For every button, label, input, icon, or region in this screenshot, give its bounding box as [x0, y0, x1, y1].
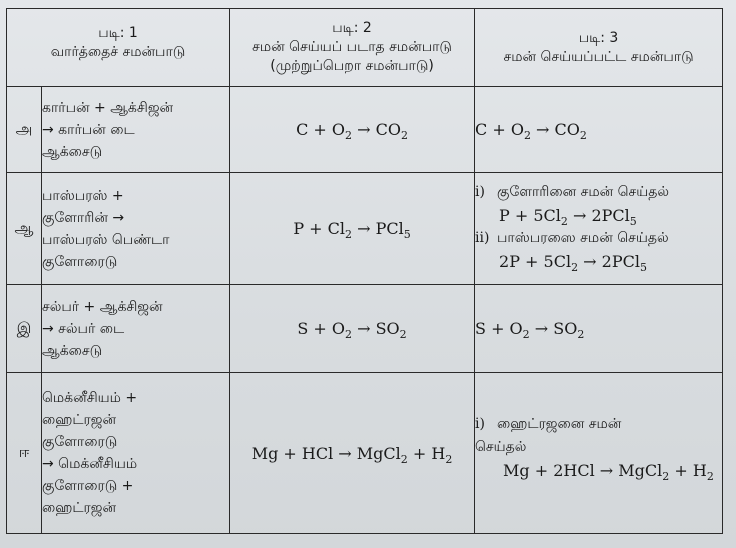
header-step3: [475, 9, 723, 87]
row-letter: ஆ: [7, 173, 42, 285]
unbalanced-equation: $S + O_2 \to SO_2$: [230, 285, 475, 373]
unbalanced-equation: $C + O_2 \to CO_2$: [230, 87, 475, 173]
balanced-equation: [475, 373, 723, 534]
balance-step-2: ii) பாஸ்பரஸை சமன் செய்தல்: [475, 230, 669, 246]
word-line: ஆக்சைடு: [42, 143, 103, 160]
word-line: → கார்பன் டை: [42, 121, 135, 138]
word-line: மெக்னீசியம் +: [42, 390, 138, 406]
row-letter: இ: [7, 285, 42, 373]
word-line: கார்பன் + ஆக்சிஜன்: [42, 99, 174, 116]
word-equation: [42, 285, 230, 373]
table-row: [7, 173, 723, 285]
balance-step-1-equation: $P + 5Cl_2 \to 2PCl_5$: [499, 206, 637, 228]
balance-step-1-equation: Mg + 2HCl → MgCl$_2$ + $H_2$: [503, 461, 714, 483]
word-line: ஆக்சைடு: [42, 342, 103, 359]
header-step3-title: சமன் செய்யப்பட்ட சமன்பாடு: [503, 48, 694, 65]
header-step1-title: வார்த்தைச் சமன்பாடு: [50, 43, 186, 60]
word-line: → மெக்னீசியம்: [42, 456, 138, 472]
row-letter: அ: [7, 87, 42, 173]
header-step2-title: சமன் செய்யப் படாத சமன்பாடு: [252, 39, 452, 55]
header-step2-subtitle: (முற்றுப்பெறா சமன்பாடு): [270, 58, 434, 74]
balanced-equation: $S + O_2 \to SO_2$: [475, 285, 723, 373]
unbalanced-equation: Mg + HCl → MgCl$_2$ + $H_2$: [230, 373, 475, 534]
word-line: → சல்பர் டை: [42, 320, 125, 337]
word-line: சல்பர் + ஆக்சிஜன்: [42, 298, 163, 315]
word-line: பாஸ்பரஸ் பெண்டா: [42, 231, 170, 248]
table-row: [7, 285, 723, 373]
word-equation: [42, 173, 230, 285]
balance-step-2-equation: $2P + 5Cl_2 \to 2PCl_5$: [499, 252, 647, 274]
balance-step-1-cont: செய்தல்: [475, 439, 527, 455]
balanced-equation: $C + O_2 \to CO_2$: [475, 87, 723, 173]
word-line: ஹைட்ரஜன்: [42, 500, 117, 516]
word-line: குளோரைடு: [42, 434, 118, 450]
unbalanced-equation: $P + Cl_2 \to PCl_5$: [230, 173, 475, 285]
word-equation: [42, 87, 230, 173]
equation-table: [6, 8, 723, 534]
word-line: குளோரைடு: [42, 253, 118, 270]
balance-step-1: i) குளோரினை சமன் செய்தல்: [475, 184, 670, 200]
word-line: குளோரின் →: [42, 209, 125, 226]
header-step3-label: படி: 3: [578, 29, 619, 46]
row-letter: ஈ: [7, 373, 42, 534]
word-line: ஹைட்ரஜன்: [42, 412, 117, 428]
word-line: பாஸ்பரஸ் +: [42, 187, 124, 204]
word-equation: [42, 373, 230, 534]
word-line: குளோரைடு +: [42, 478, 134, 494]
header-step2-label: படி: 2: [332, 20, 372, 36]
balanced-equation: [475, 173, 723, 285]
table-row: [7, 373, 723, 534]
header-step2: [230, 9, 475, 87]
header-step1-label: படி: 1: [98, 24, 138, 41]
table-row: [7, 87, 723, 173]
table-header-row: [7, 9, 723, 87]
header-step1: [7, 9, 230, 87]
balance-step-1: i) ஹைட்ரஜனை சமன்: [475, 416, 622, 432]
